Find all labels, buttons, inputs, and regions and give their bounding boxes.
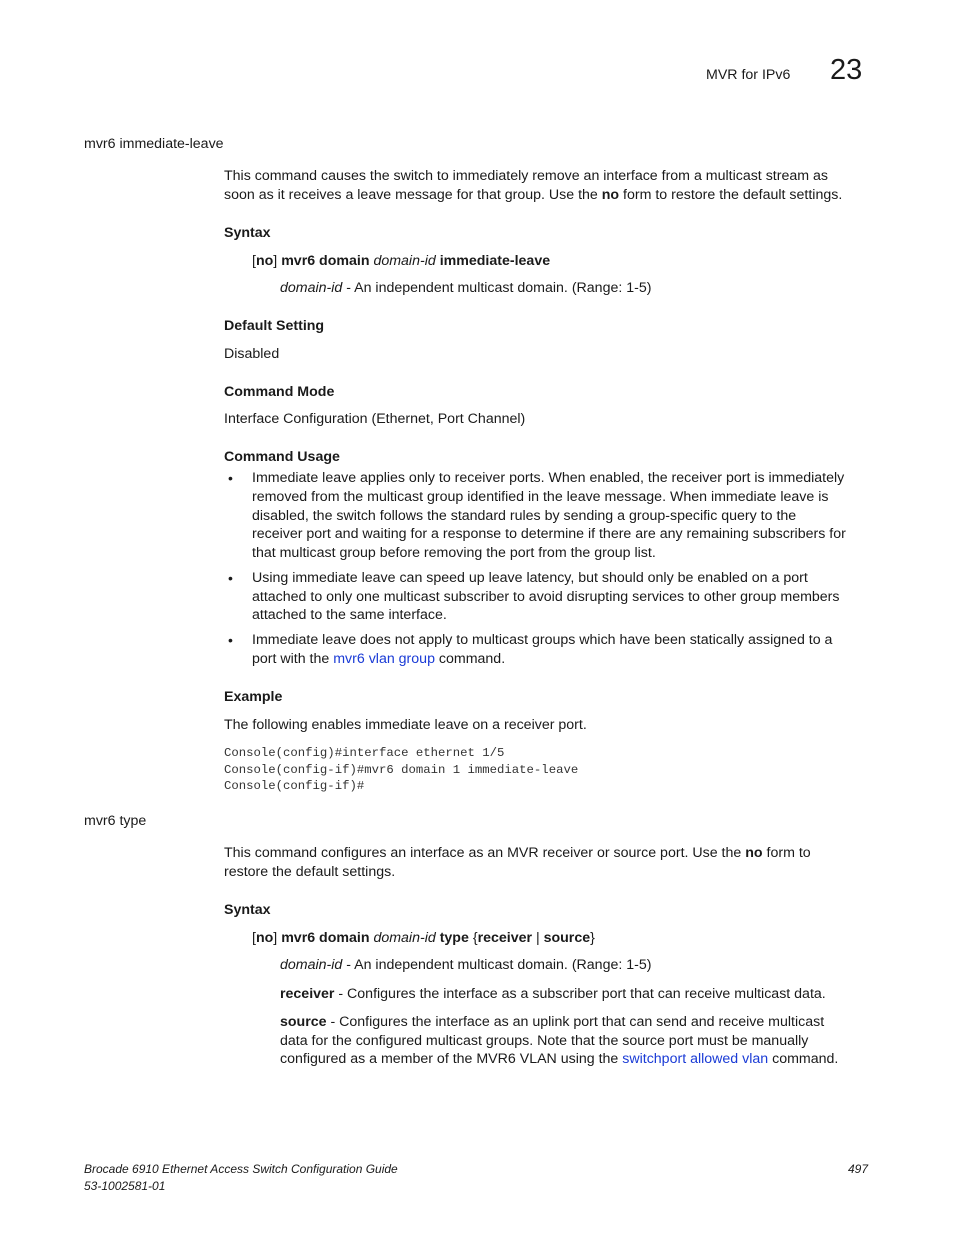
param-source-line: data for the configured multicast groups. Note that the source port must be manually (280, 1033, 809, 1049)
command-description: This command configures an interface as an MVR receiver or source port. Use the no form to (224, 845, 811, 861)
usage-bullet-1-line: that multicast group before removing the port from the group list. (252, 545, 656, 561)
command-mode-value: Interface Configuration (Ethernet, Port Channel) (224, 411, 526, 427)
syntax-line: [no] mvr6 domain domain-id type {receiver | source} (252, 930, 595, 946)
syntax-heading: Syntax (224, 902, 271, 918)
bullet-icon: • (228, 470, 233, 486)
example-heading: Example (224, 689, 283, 705)
example-description: The following enables immediate leave on a receiver port. (224, 717, 587, 733)
link-switchport-allowed-vlan[interactable]: switchport allowed vlan (622, 1051, 769, 1067)
command-usage-heading: Command Usage (224, 449, 340, 465)
command-heading-type: mvr6 type (84, 813, 147, 829)
usage-bullet-1-line: removed from the multicast group identified in the leave message. When immediate leave is (252, 489, 829, 505)
syntax-line: [no] mvr6 domain domain-id immediate-leave (252, 253, 551, 269)
running-header-title: MVR for IPv6 (706, 67, 791, 83)
usage-bullet-2-line: attached to only one multicast subscriber to avoid disrupting services to other group members (252, 589, 840, 605)
usage-bullet-3: Immediate leave does not apply to multicast groups which have been statically assigned to a (252, 632, 833, 648)
command-mode-heading: Command Mode (224, 384, 335, 400)
footer-doc-number: 53-1002581-01 (84, 1179, 166, 1193)
param-domain-id: domain-id - An independent multicast domain. (Range: 1-5) (280, 280, 652, 296)
param-receiver: receiver - Configures the interface as a subscriber port that can receive multicast data. (280, 986, 826, 1002)
bullet-icon: • (228, 570, 233, 586)
bullet-icon: • (228, 632, 233, 648)
default-setting-value: Disabled (224, 346, 280, 362)
usage-bullet-1: Immediate leave applies only to receiver ports. When enabled, the receiver port is immediately (252, 470, 845, 486)
code-line: Console(config)#interface ethernet 1/5 (224, 746, 505, 760)
link-mvr6-vlan-group[interactable]: mvr6 vlan group (333, 651, 435, 667)
usage-bullet-2: Using immediate leave can speed up leave latency, but should only be enabled on a port (252, 570, 808, 586)
footer-book-title: Brocade 6910 Ethernet Access Switch Configuration Guide (84, 1162, 398, 1176)
command-description-line2: restore the default settings. (224, 864, 396, 880)
default-setting-heading: Default Setting (224, 318, 325, 334)
syntax-heading: Syntax (224, 225, 271, 241)
param-domain-id: domain-id - An independent multicast domain. (Range: 1-5) (280, 957, 652, 973)
command-description: This command causes the switch to immediately remove an interface from a multicast stream as (224, 168, 828, 184)
footer-page-number: 497 (848, 1162, 869, 1176)
usage-bullet-1-line: disabled, the switch follows the standard rules by sending a group-specific query to the (252, 508, 797, 524)
command-description-line2: soon as it receives a leave message for that group. Use the no form to restore the default settings. (224, 187, 843, 203)
chapter-number: 23 (830, 54, 863, 86)
param-source: source - Configures the interface as an uplink port that can send and receive multicast (280, 1014, 825, 1030)
usage-bullet-1-line: receiver port and waiting for a response to determine if there are any remaining subscribers for (252, 526, 846, 542)
usage-bullet-2-line: attached to the same interface. (252, 607, 447, 623)
usage-bullet-3-line: port with the mvr6 vlan group command. (252, 651, 506, 667)
code-line: Console(config-if)# (224, 779, 365, 793)
code-line: Console(config-if)#mvr6 domain 1 immediate-leave (224, 763, 579, 777)
command-heading-immediate-leave: mvr6 immediate-leave (84, 136, 224, 152)
param-source-line: configured as a member of the MVR6 VLAN using the switchport allowed vlan command. (280, 1051, 839, 1067)
